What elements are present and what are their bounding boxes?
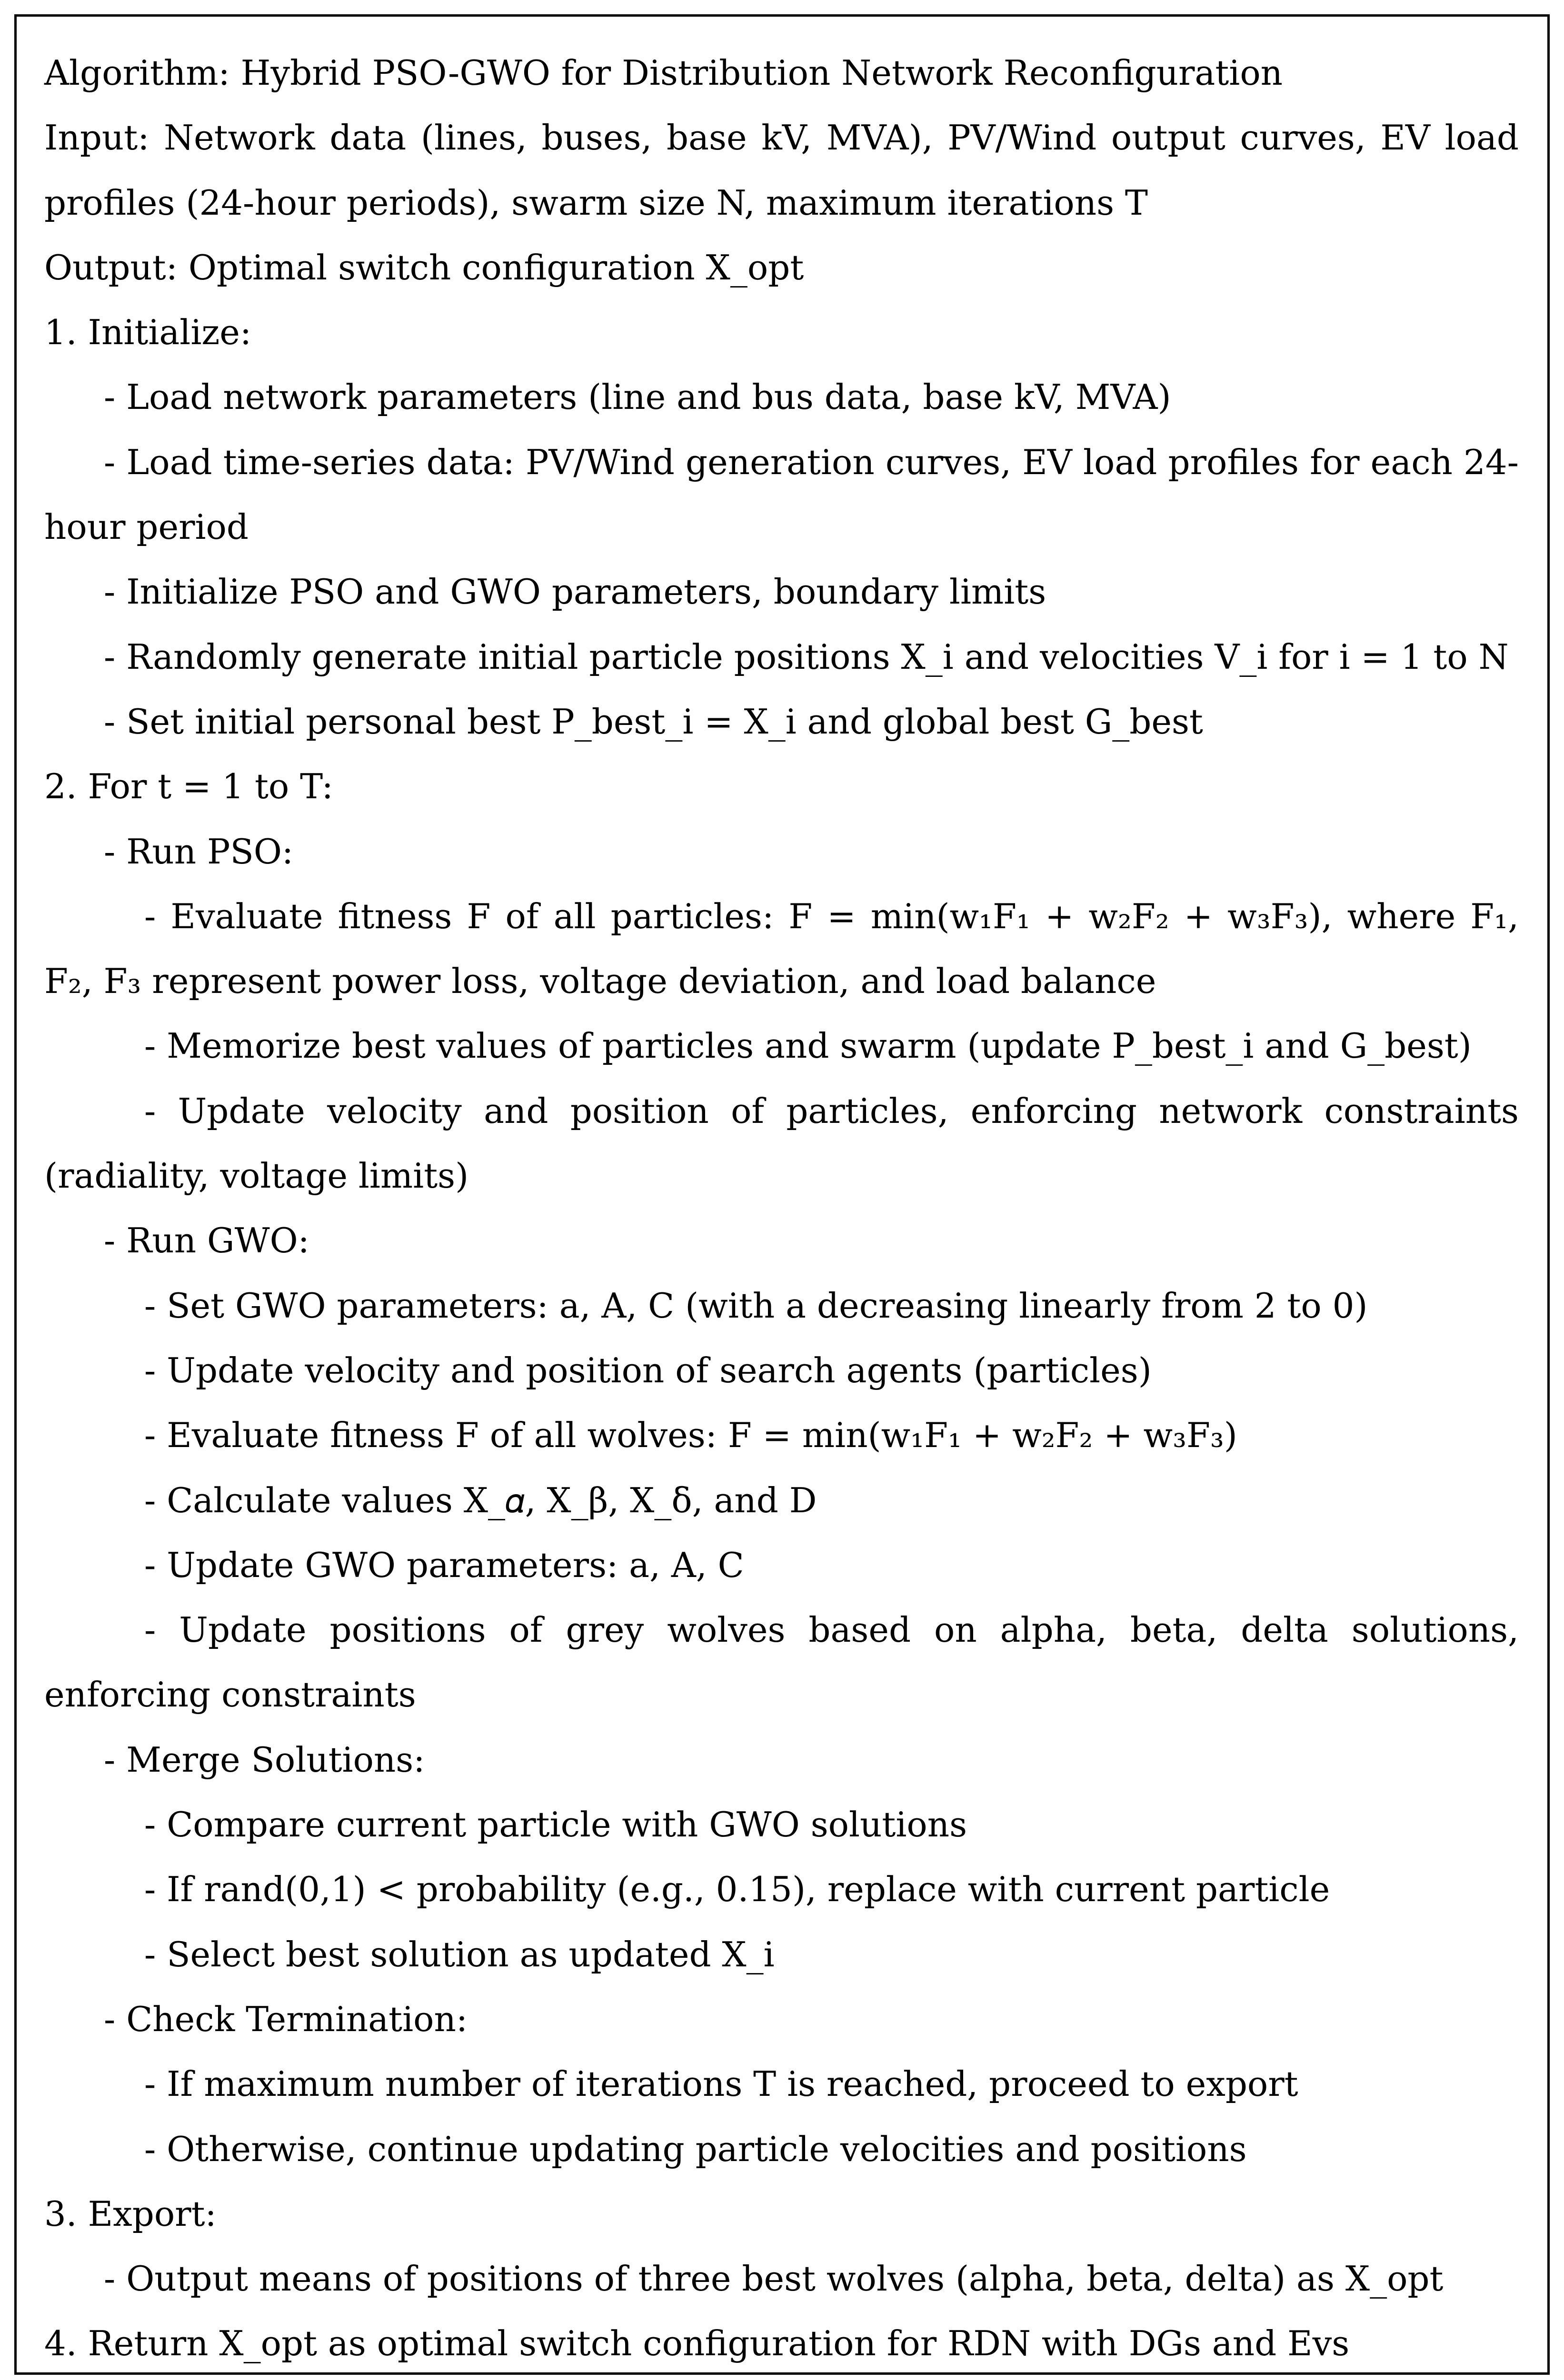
gwo-item: - Set GWO parameters: a, A, C (with a decreasing linearly from 2 to 0) — [144, 1285, 1368, 1326]
step-2-title: 2. For t = 1 to T: — [44, 766, 333, 807]
termination-item: - Otherwise, continue updating particle velocities and positions — [144, 2129, 1247, 2169]
merge-item: - If rand(0,1) < probability (e.g., 0.15), replace with current particle — [144, 1869, 1330, 1910]
gwo-item: - Evaluate fitness F of all wolves: F = min(w₁F₁ + w₂F₂ + w₃F₃) — [144, 1415, 1237, 1456]
step-1-item: - Initialize PSO and GWO parameters, boundary limits — [104, 572, 1046, 612]
gwo-item: - Update velocity and position of search agents (particles) — [144, 1350, 1152, 1390]
merge-title: - Merge Solutions: — [104, 1739, 425, 1780]
step-4-text: 4. Return X_opt as optimal switch configuration for RDN with DGs and Evs — [44, 2323, 1350, 2364]
termination-title: - Check Termination: — [104, 1999, 468, 2039]
gwo-item: - Update positions of grey wolves based on alpha, beta, delta solutions, enforcing constraints — [44, 1610, 1519, 1715]
pso-item: - Evaluate fitness F of all particles: F = min(w₁F₁ + w₂F₂ + w₃F₃), where F₁, F₂, F₃ represent power loss, voltage deviation, and load balance — [44, 896, 1519, 1002]
algorithm-input: Input: Network data (lines, buses, base kV, MVA), PV/Wind output curves, EV load profiles (24-hour periods), swarm size N, maximum iterations T — [44, 118, 1519, 223]
step-1-item: - Randomly generate initial particle positions X_i and velocities V_i for i = 1 to N — [104, 636, 1509, 677]
step-3-title: 3. Export: — [44, 2193, 217, 2234]
gwo-item: - Calculate values X_𝛼, X_β, X_δ, and D — [144, 1480, 817, 1520]
algorithm-box — [14, 14, 1550, 2375]
step-1-item: - Load network parameters (line and bus data, base kV, MVA) — [104, 377, 1171, 417]
step-3-item: - Output means of positions of three best wolves (alpha, beta, delta) as X_opt — [104, 2259, 1444, 2299]
step-1-item: - Set initial personal best P_best_i = X_i and global best G_best — [104, 701, 1203, 742]
gwo-title: - Run GWO: — [104, 1220, 309, 1261]
gwo-item: - Update GWO parameters: a, A, C — [144, 1545, 744, 1585]
pso-item: - Update velocity and position of particles, enforcing network constraints (radiality, voltage limits) — [44, 1091, 1519, 1196]
algorithm-title: Algorithm: Hybrid PSO-GWO for Distribution Network Reconfiguration — [44, 53, 1283, 93]
algorithm-output: Output: Optimal switch configuration X_opt — [44, 247, 804, 288]
merge-item: - Select best solution as updated X_i — [144, 1934, 775, 1974]
step-1-title: 1. Initialize: — [44, 312, 252, 353]
merge-item: - Compare current particle with GWO solutions — [144, 1805, 967, 1845]
pso-title: - Run PSO: — [104, 831, 294, 872]
termination-item: - If maximum number of iterations T is reached, proceed to export — [144, 2064, 1298, 2104]
step-1-item: - Load time-series data: PV/Wind generation curves, EV load profiles for each 24-hour period — [44, 442, 1519, 547]
pso-item: - Memorize best values of particles and swarm (update P_best_i and G_best) — [144, 1026, 1472, 1066]
